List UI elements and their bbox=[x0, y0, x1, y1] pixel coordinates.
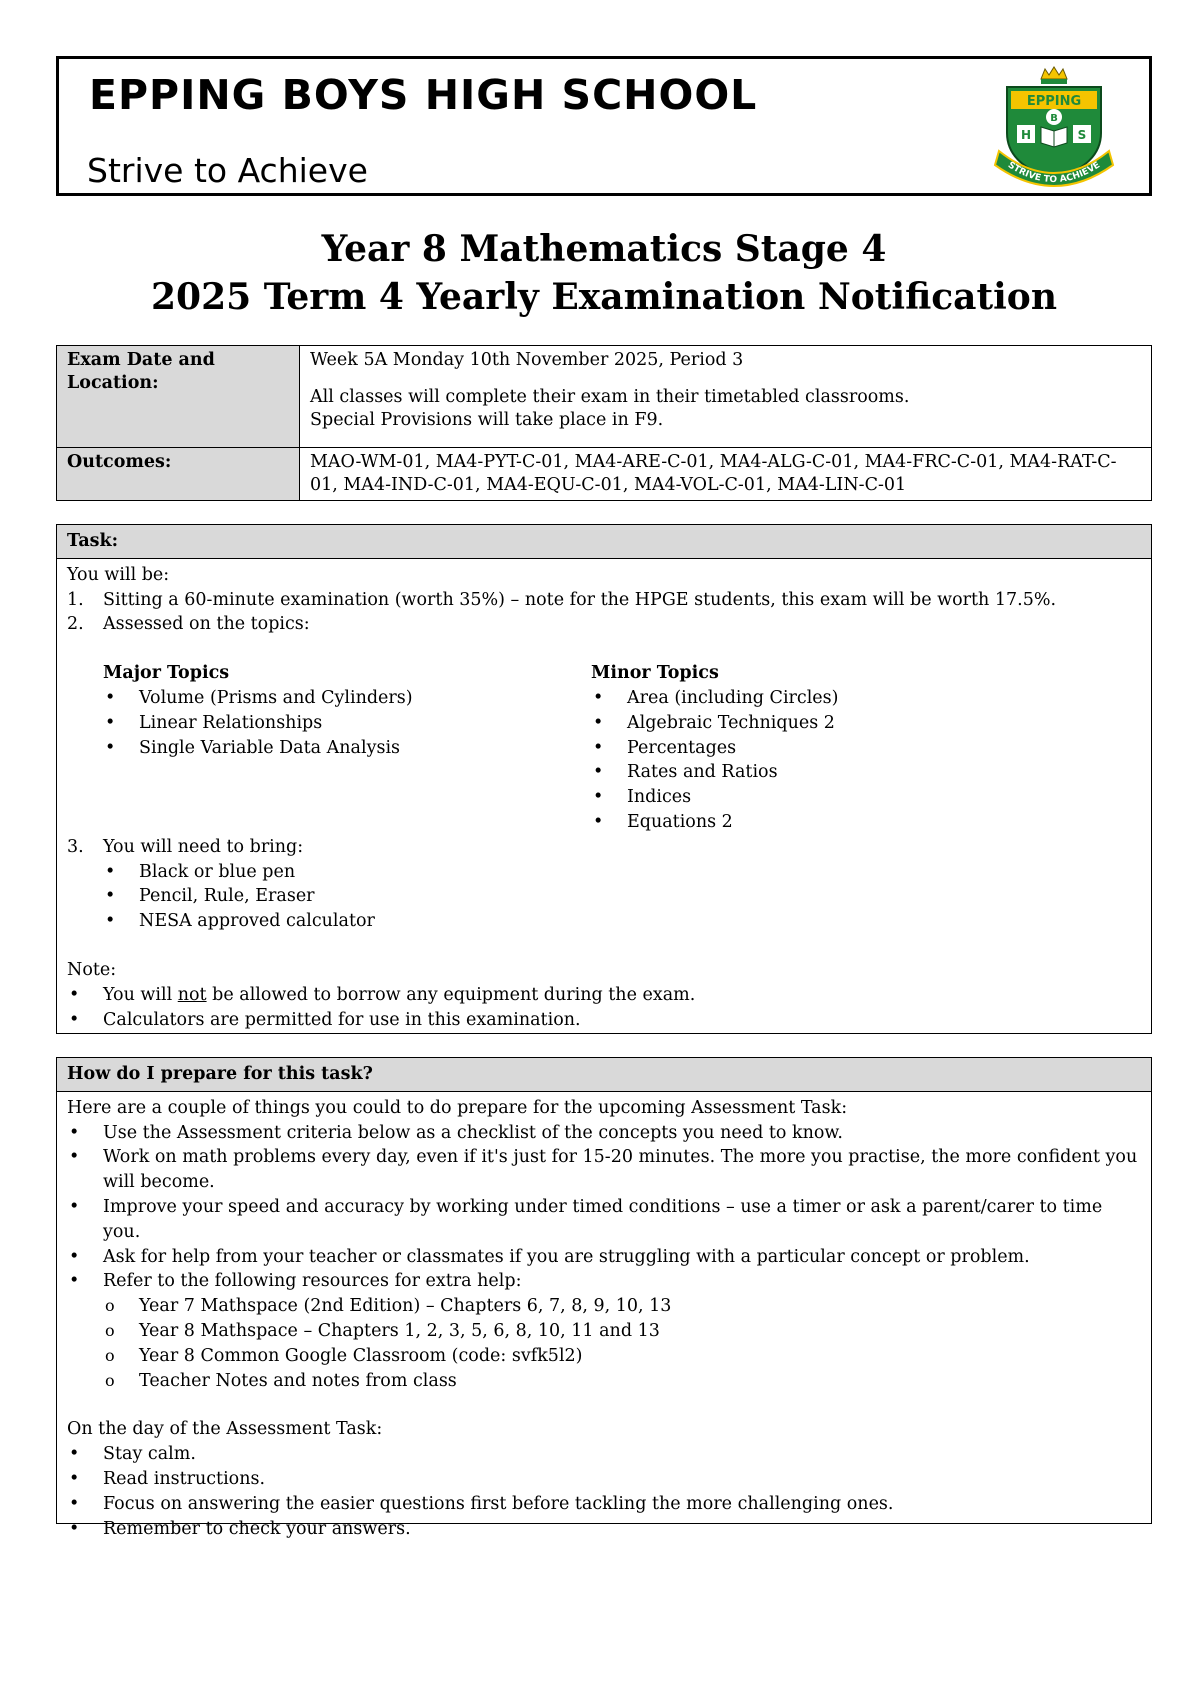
outcomes-value: MAO-WM-01, MA4-PYT-C-01, MA4-ARE-C-01, MA4-ALG-C-01, MA4-FRC-C-01, MA4-RAT-C-01, MA4-IND-C-01, MA4-EQU-C-01, MA4-VOL-C-01, MA4-LIN-C-01 bbox=[300, 448, 1152, 501]
task-list bbox=[67, 588, 1141, 638]
list-item: • Use the Assessment criteria below as a checklist of the concepts you need to know. bbox=[67, 1121, 1141, 1146]
list-item: • Remember to check your answers. bbox=[67, 1517, 1141, 1542]
list-item: • Read instructions. bbox=[67, 1467, 1141, 1492]
list-item: • Algebraic Techniques 2 bbox=[591, 711, 1079, 736]
task-intro: You will be: bbox=[67, 564, 170, 585]
list-item: • NESA approved calculator bbox=[103, 909, 1141, 934]
prepare-list bbox=[67, 1121, 1141, 1394]
prepare-heading: How do I prepare for this task? bbox=[57, 1058, 1151, 1092]
school-crest-logo bbox=[989, 63, 1119, 191]
exam-date: Week 5A Monday 10th November 2025, Period 3 bbox=[310, 350, 744, 370]
document-title-line2: 2025 Term 4 Yearly Examination Notification bbox=[150, 276, 1057, 318]
major-topics-heading: Major Topics bbox=[103, 663, 230, 684]
list-item: • Pencil, Rule, Eraser bbox=[103, 884, 1141, 909]
list-item: • Single Variable Data Analysis bbox=[103, 736, 591, 761]
note-list bbox=[67, 983, 1141, 1033]
date-location-value bbox=[300, 346, 1152, 448]
task-section bbox=[56, 524, 1152, 1034]
list-item: • Focus on answering the easier questions first before tackling the more challenging ones. bbox=[67, 1492, 1141, 1517]
list-item: • You will not be allowed to borrow any equipment during the exam. bbox=[67, 983, 1141, 1008]
crown-icon bbox=[1041, 67, 1067, 84]
list-item: 1. Sitting a 60-minute examination (worth 35%) – note for the HPGE students, this exam will be worth 17.5%. bbox=[67, 589, 1057, 610]
list-item: o Year 7 Mathspace (2nd Edition) – Chapters 6, 7, 8, 9, 10, 13 bbox=[103, 1294, 1141, 1319]
list-item: o Year 8 Mathspace – Chapters 1, 2, 3, 5, 6, 8, 10, 11 and 13 bbox=[103, 1319, 1141, 1344]
prepare-section bbox=[56, 1057, 1152, 1539]
outcomes-label: Outcomes: bbox=[57, 448, 300, 501]
list-item: • Stay calm. bbox=[67, 1442, 1141, 1467]
list-item: 2. Assessed on the topics: bbox=[67, 614, 310, 635]
svg-text:H: H bbox=[1020, 128, 1032, 142]
day-heading: On the day of the Assessment Task: bbox=[67, 1419, 383, 1440]
svg-text:STRIVE TO ACHIEVE: STRIVE TO ACHIEVE bbox=[1005, 160, 1103, 186]
task-list-continued bbox=[67, 835, 1141, 934]
list-item: • Rates and Ratios bbox=[591, 760, 1079, 785]
list-item: • Linear Relationships bbox=[103, 711, 591, 736]
exam-info-table bbox=[56, 345, 1152, 501]
school-header bbox=[56, 56, 1152, 196]
table-row bbox=[57, 346, 1152, 448]
svg-text:EPPING: EPPING bbox=[1026, 94, 1082, 109]
list-item: • Calculators are permitted for use in this examination. bbox=[67, 1008, 1141, 1033]
list-item: • Work on math problems every day, even if it's just for 15-20 minutes. The more you practise, the more confident you will become. bbox=[67, 1145, 1141, 1195]
list-item: • Area (including Circles) bbox=[591, 686, 1079, 711]
topics-columns bbox=[67, 661, 1141, 835]
note-heading: Note: bbox=[67, 959, 117, 980]
list-item: o Teacher Notes and notes from class bbox=[103, 1369, 1141, 1394]
major-topics bbox=[103, 661, 591, 835]
svg-text:S: S bbox=[1077, 128, 1087, 142]
school-name: EPPING BOYS HIGH SCHOOL bbox=[89, 71, 758, 119]
location-line-2: Special Provisions will take place in F9. bbox=[310, 410, 664, 430]
prepare-intro: Here are a couple of things you could to do prepare for the upcoming Assessment Task: bbox=[67, 1097, 848, 1118]
list-item: • Percentages bbox=[591, 736, 1079, 761]
location-line-1: All classes will complete their exam in their timetabled classrooms. bbox=[310, 387, 910, 407]
list-item: o Year 8 Common Google Classroom (code: svfk5l2) bbox=[103, 1344, 1141, 1369]
list-item: • Refer to the following resources for extra help: o Year 7 Mathspace (2nd Edition) – Chapters 6, 7, 8, 9, 10, 13 o Year 8 Mathspace – Chapters 1, 2, 3, 5, 6, 8, 10, 11 and 13 o Year 8 Common Google Classroom (code: svfk5l2) o Teacher Notes and notes from class bbox=[67, 1269, 1141, 1393]
list-item: • Ask for help from your teacher or classmates if you are struggling with a particular concept or problem. bbox=[67, 1245, 1141, 1270]
table-row bbox=[57, 448, 1152, 501]
minor-topics bbox=[591, 661, 1079, 835]
list-item: 3. You will need to bring: • Black or blue pen • Pencil, Rule, Eraser • NESA approved calculator bbox=[67, 835, 1141, 934]
list-item: • Indices bbox=[591, 785, 1079, 810]
list-item: • Equations 2 bbox=[591, 810, 1079, 835]
document-title-line1: Year 8 Mathematics Stage 4 bbox=[321, 228, 887, 270]
minor-topics-heading: Minor Topics bbox=[591, 663, 719, 684]
date-location-label: Exam Date and Location: bbox=[57, 346, 300, 448]
task-heading: Task: bbox=[57, 525, 1151, 559]
list-item: • Black or blue pen bbox=[103, 860, 1141, 885]
day-list bbox=[67, 1442, 1141, 1541]
list-item: • Improve your speed and accuracy by working under timed conditions – use a timer or ask a parent/carer to time you. bbox=[67, 1195, 1141, 1245]
svg-text:B: B bbox=[1050, 113, 1058, 124]
list-item: • Volume (Prisms and Cylinders) bbox=[103, 686, 591, 711]
school-motto: Strive to Achieve bbox=[87, 151, 368, 190]
